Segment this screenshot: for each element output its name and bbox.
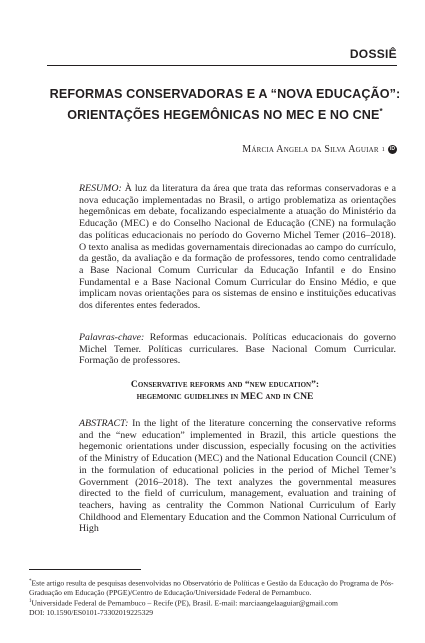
doi-line[interactable]: DOI: 10.1590/ES0101-73302019225329 [29, 607, 154, 617]
abstract-text: In the light of the literature concerning the conservative reforms and the “new education” implemented in Brazil, this article questions the hegemonic orientations under discussion, especially focusing on the activities of the Ministry of Education (MEC) and the National Education Council (CNE) in the formulation of educational policies in the period of Michel Temer’s Government (2016–2018). The text analyzes the governmental measures directed to the field of curriculum, management, evaluation and training of teachers, having as centrality the Common National Curriculum of Early Childhood and Elementary Education and the Common National Curriculum of High [79, 418, 397, 535]
resumo-paragraph [79, 183, 396, 312]
orcid-icon[interactable]: iD [389, 146, 396, 152]
author-line [242, 144, 397, 155]
keywords-text: Reformas educacionais. Políticas educacionais do governo Michel Temer. Políticas curriculares. Base Nacional Comum Curricular. Formação de professores. [79, 332, 396, 367]
footnote-2-marker: 1 [29, 599, 32, 605]
header-rule [47, 65, 397, 66]
resumo-text: À luz da literatura da área que trata das reformas conservadoras e a nova educação implementadas no Brasil, o artigo problematiza as orientações hegemônicas em debate, focalizando especialmente a atuação do Ministério da Educação (MEC) e do Conselho Nacional de Educação (CNE) na formulação das políticas educacionais no período do Governo Michel Temer (2016–2018). O texto analisa as medidas governamentais direcionadas ao campo do currículo, da gestão, da avaliação e da formação de professores, tendo como centralidade a Base Nacional Comum Curricular da Educação Infantil e do Ensino Fundamental e a Base Nacional Comum Curricular do Ensino Médio, e que implicam novas orientações para os sistemas de ensino e instituições educativas dos diferentes entes federados. [79, 183, 396, 312]
resumo-label: RESUMO: [79, 183, 122, 194]
footnote-1-text: Este artigo resulta de pesquisas desenvolvidas no Observatório de Políticas e Gestão da Educação do Programa de Pós-Graduação em Educação (PPGE)/Centro de Educação/Universidade Federal de Pernambuco. [29, 578, 394, 597]
footnote-1-marker: * [29, 579, 32, 584]
footnote-2-text[interactable]: Universidade Federal de Pernambuco – Recife (PE), Brasil. E-mail: marciaangelaaguiar@gmail.com [31, 598, 338, 608]
footnote-1 [29, 577, 405, 597]
english-title-line-2: hegemonic guidelines in MEC and in CNE [136, 391, 314, 402]
english-title [47, 379, 403, 403]
title-footnote-marker: * [379, 107, 383, 116]
abstract-label: ABSTRACT: [79, 418, 129, 429]
author-footnote-marker: 1 [381, 146, 385, 153]
title-line-2 [47, 103, 403, 124]
english-title-line-1: Conservative reforms and “new education”: [130, 379, 320, 390]
footnote-rule [29, 569, 141, 570]
keywords-label: Palavras-chave: [79, 332, 145, 343]
footnotes [29, 577, 405, 617]
title-line-2-text: ORIENTAÇÕES HEGEMÔNICAS NO MEC E NO CNE [67, 108, 380, 123]
section-label: DOSSIÊ [349, 47, 397, 61]
author-name: Márcia Angela da Silva Aguiar [242, 144, 379, 155]
article-title [47, 85, 403, 124]
footnote-2 [29, 597, 405, 608]
abstract-paragraph [79, 418, 396, 535]
title-line-1: REFORMAS CONSERVADORAS E A “NOVA EDUCAÇÃO”: [49, 87, 401, 101]
keywords-paragraph [79, 332, 396, 367]
